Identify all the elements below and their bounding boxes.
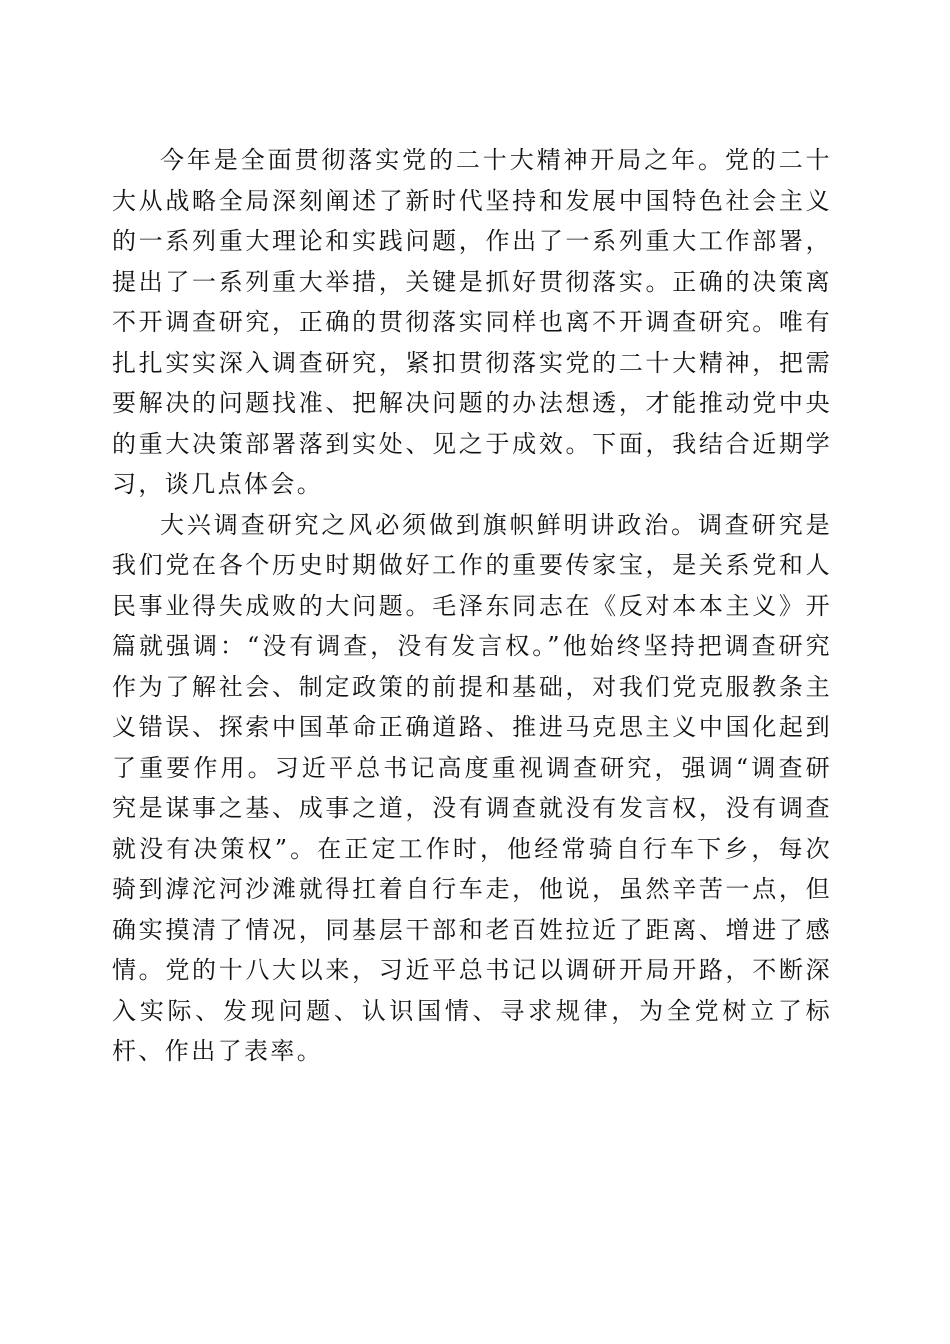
paragraph-introduction: 今年是全面贯彻落实党的二十大精神开局之年。党的二十大从战略全局深刻阐述了新时代坚持和发展中国特色社会主义的一系列重大理论和实践问题，作出了一系列重大工作部署，提出了一系列重大举措，关键是抓好贯彻落实。正确的决策离不开调查研究，正确的贯彻落实同样也离不开调查研究。唯有扎扎实实深入调查研究，紧扣贯彻落实党的二十大精神，把需要解决的问题找准、把解决问题的办法想透，才能推动党中央的重大决策部署落到实处、见之于成效。下面，我结合近期学习，谈几点体会。 (112, 146, 832, 498)
document-body (112, 140, 832, 1072)
paragraph-investigation-politics: 大兴调查研究之风必须做到旗帜鲜明讲政治。调查研究是我们党在各个历史时期做好工作的重要传家宝，是关系党和人民事业得失成败的大问题。毛泽东同志在《反对本本主义》开篇就强调：“没有调查，没有发言权。”他始终坚持把调查研究作为了解社会、制定政策的前提和基础，对我们党克服教条主义错误、探索中国革命正确道路、推进马克思主义中国化起到了重要作用。习近平总书记高度重视调查研究，强调“调查研究是谋事之基、成事之道，没有调查就没有发言权，没有调查就没有决策权”。在正定工作时，他经常骑自行车下乡，每次骑到滹沱河沙滩就得扛着自行车走，他说，虽然辛苦一点，但确实摸清了情况，同基层干部和老百姓拉近了距离、增进了感情。党的十八大以来，习近平总书记以调研开局开路，不断深入实际、发现问题、认识国情、寻求规律，为全党树立了标杆、作出了表率。 (112, 510, 832, 1065)
